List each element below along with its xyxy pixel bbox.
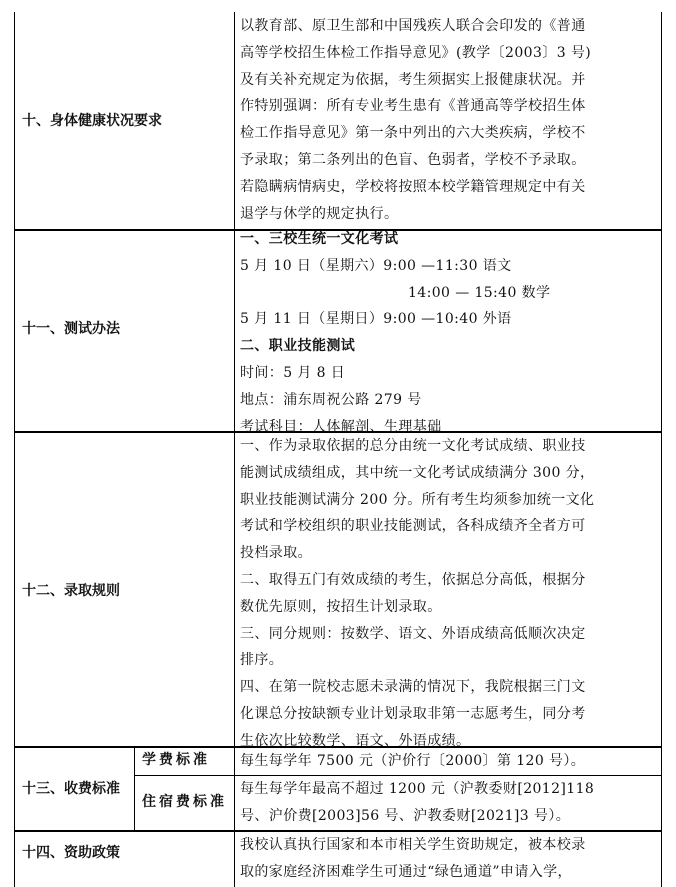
text-line: 检工作指导意见》第一条中列出的六大类疾病，学校不 [240, 125, 586, 142]
row-label-financial-aid: 十四、资助政策 [22, 845, 120, 861]
text-line: 能测试成绩组成，其中统一文化考试成绩满分 300 分， [240, 464, 595, 481]
text-line: 二、取得五门有效成绩的考生，依据总分高低，根据分 [240, 571, 586, 588]
fee-subcolumn-divider [134, 746, 135, 831]
text-line: 投档录取。 [240, 545, 312, 562]
exam-day-1: 5 月 10 日（星期六）9:00 —11:30 语文 [240, 257, 512, 274]
text-line: 排序。 [240, 652, 284, 669]
lodging-label: 住宿费标准 [142, 794, 227, 810]
section-heading: 一、三校生统一文化考试 [240, 231, 399, 247]
section-heading: 二、职业技能测试 [240, 338, 356, 355]
skill-test-time: 时间：5 月 8 日 [240, 364, 346, 381]
admission-rules-text [240, 433, 658, 755]
text-line: 以教育部、原卫生部和中国残疾人联合会印发的《普通 [240, 18, 586, 34]
row-label-test-methods: 十一、测试办法 [22, 321, 120, 337]
health-requirements-text [240, 13, 658, 227]
row-label-fees: 十三、收费标准 [22, 781, 120, 797]
skill-test-place: 地点：浦东周祝公路 279 号 [240, 391, 422, 408]
exam-day-2: 5 月 11 日（星期日）9:00 —10:40 外语 [240, 311, 512, 328]
table-border-right [661, 12, 662, 887]
text-line: 作特别强调：所有专业考生患有《普通高等学校招生体 [240, 98, 586, 115]
text-line: 号、沪价费[2003]56 号、沪教委财[2021]3 号）。 [240, 807, 571, 824]
admission-info-table [14, 12, 662, 887]
text-line: 生依次比较数学、语文、外语成绩。 [240, 732, 471, 749]
text-line: 高等学校招生体检工作指导意见》(教学〔2003〕3 号) [240, 44, 592, 61]
text-line: 我校认真执行国家和本市相关学生资助规定，被本校录 [240, 837, 586, 853]
text-line: 四、在第一院校志愿未录满的情况下，我院根据三门文 [240, 679, 586, 696]
test-methods-text [240, 226, 658, 440]
tuition-text [240, 748, 658, 775]
text-line: 若隐瞒病情病史，学校将按照本校学籍管理规定中有关 [240, 178, 586, 195]
text-line: 考试和学校组织的职业技能测试，各科成绩齐全者方可 [240, 518, 586, 535]
text-line: 一、作为录取依据的总分由统一文化考试成绩、职业技 [240, 438, 586, 454]
text-line: 及有关补充规定为依据，考生须据实上报健康状况。并 [240, 71, 586, 88]
lodging-text [240, 776, 658, 830]
text-line: 每生每学年最高不超过 1200 元（沪教委财[2012]118 [240, 781, 595, 797]
row-label-health: 十、身体健康状况要求 [22, 113, 162, 129]
tuition-label: 学费标准 [142, 752, 210, 768]
text-line: 三、同分规则：按数学、语文、外语成绩高低顺次决定 [240, 625, 586, 642]
text-line: 职业技能测试满分 200 分。所有考生均须参加统一文化 [240, 491, 595, 508]
text-line: 退学与休学的规定执行。 [240, 205, 399, 222]
text-line: 取的家庭经济困难学生可通过“绿色通道”申请入学， [240, 863, 572, 880]
row-label-admission-rules: 十二、录取规则 [22, 583, 120, 599]
skill-test-subjects: 考试科目：人体解剖、生理基础 [240, 418, 442, 435]
text-line: 予录取；第二条列出的色盲、色弱者，学校不予录取。 [240, 151, 586, 168]
text-line: 数优先原则，按招生计划录取。 [240, 598, 442, 615]
text-line: 每生每学年 7500 元（沪价行〔2000〕第 120 号）。 [240, 753, 586, 769]
table-border-left [14, 12, 15, 887]
exam-day-1-afternoon: 14:00 — 15:40 数学 [408, 284, 551, 301]
table-column-divider [234, 12, 235, 887]
text-line: 化课总分按缺额专业计划录取非第一志愿考生，同分考 [240, 705, 586, 722]
financial-aid-text [240, 832, 658, 886]
